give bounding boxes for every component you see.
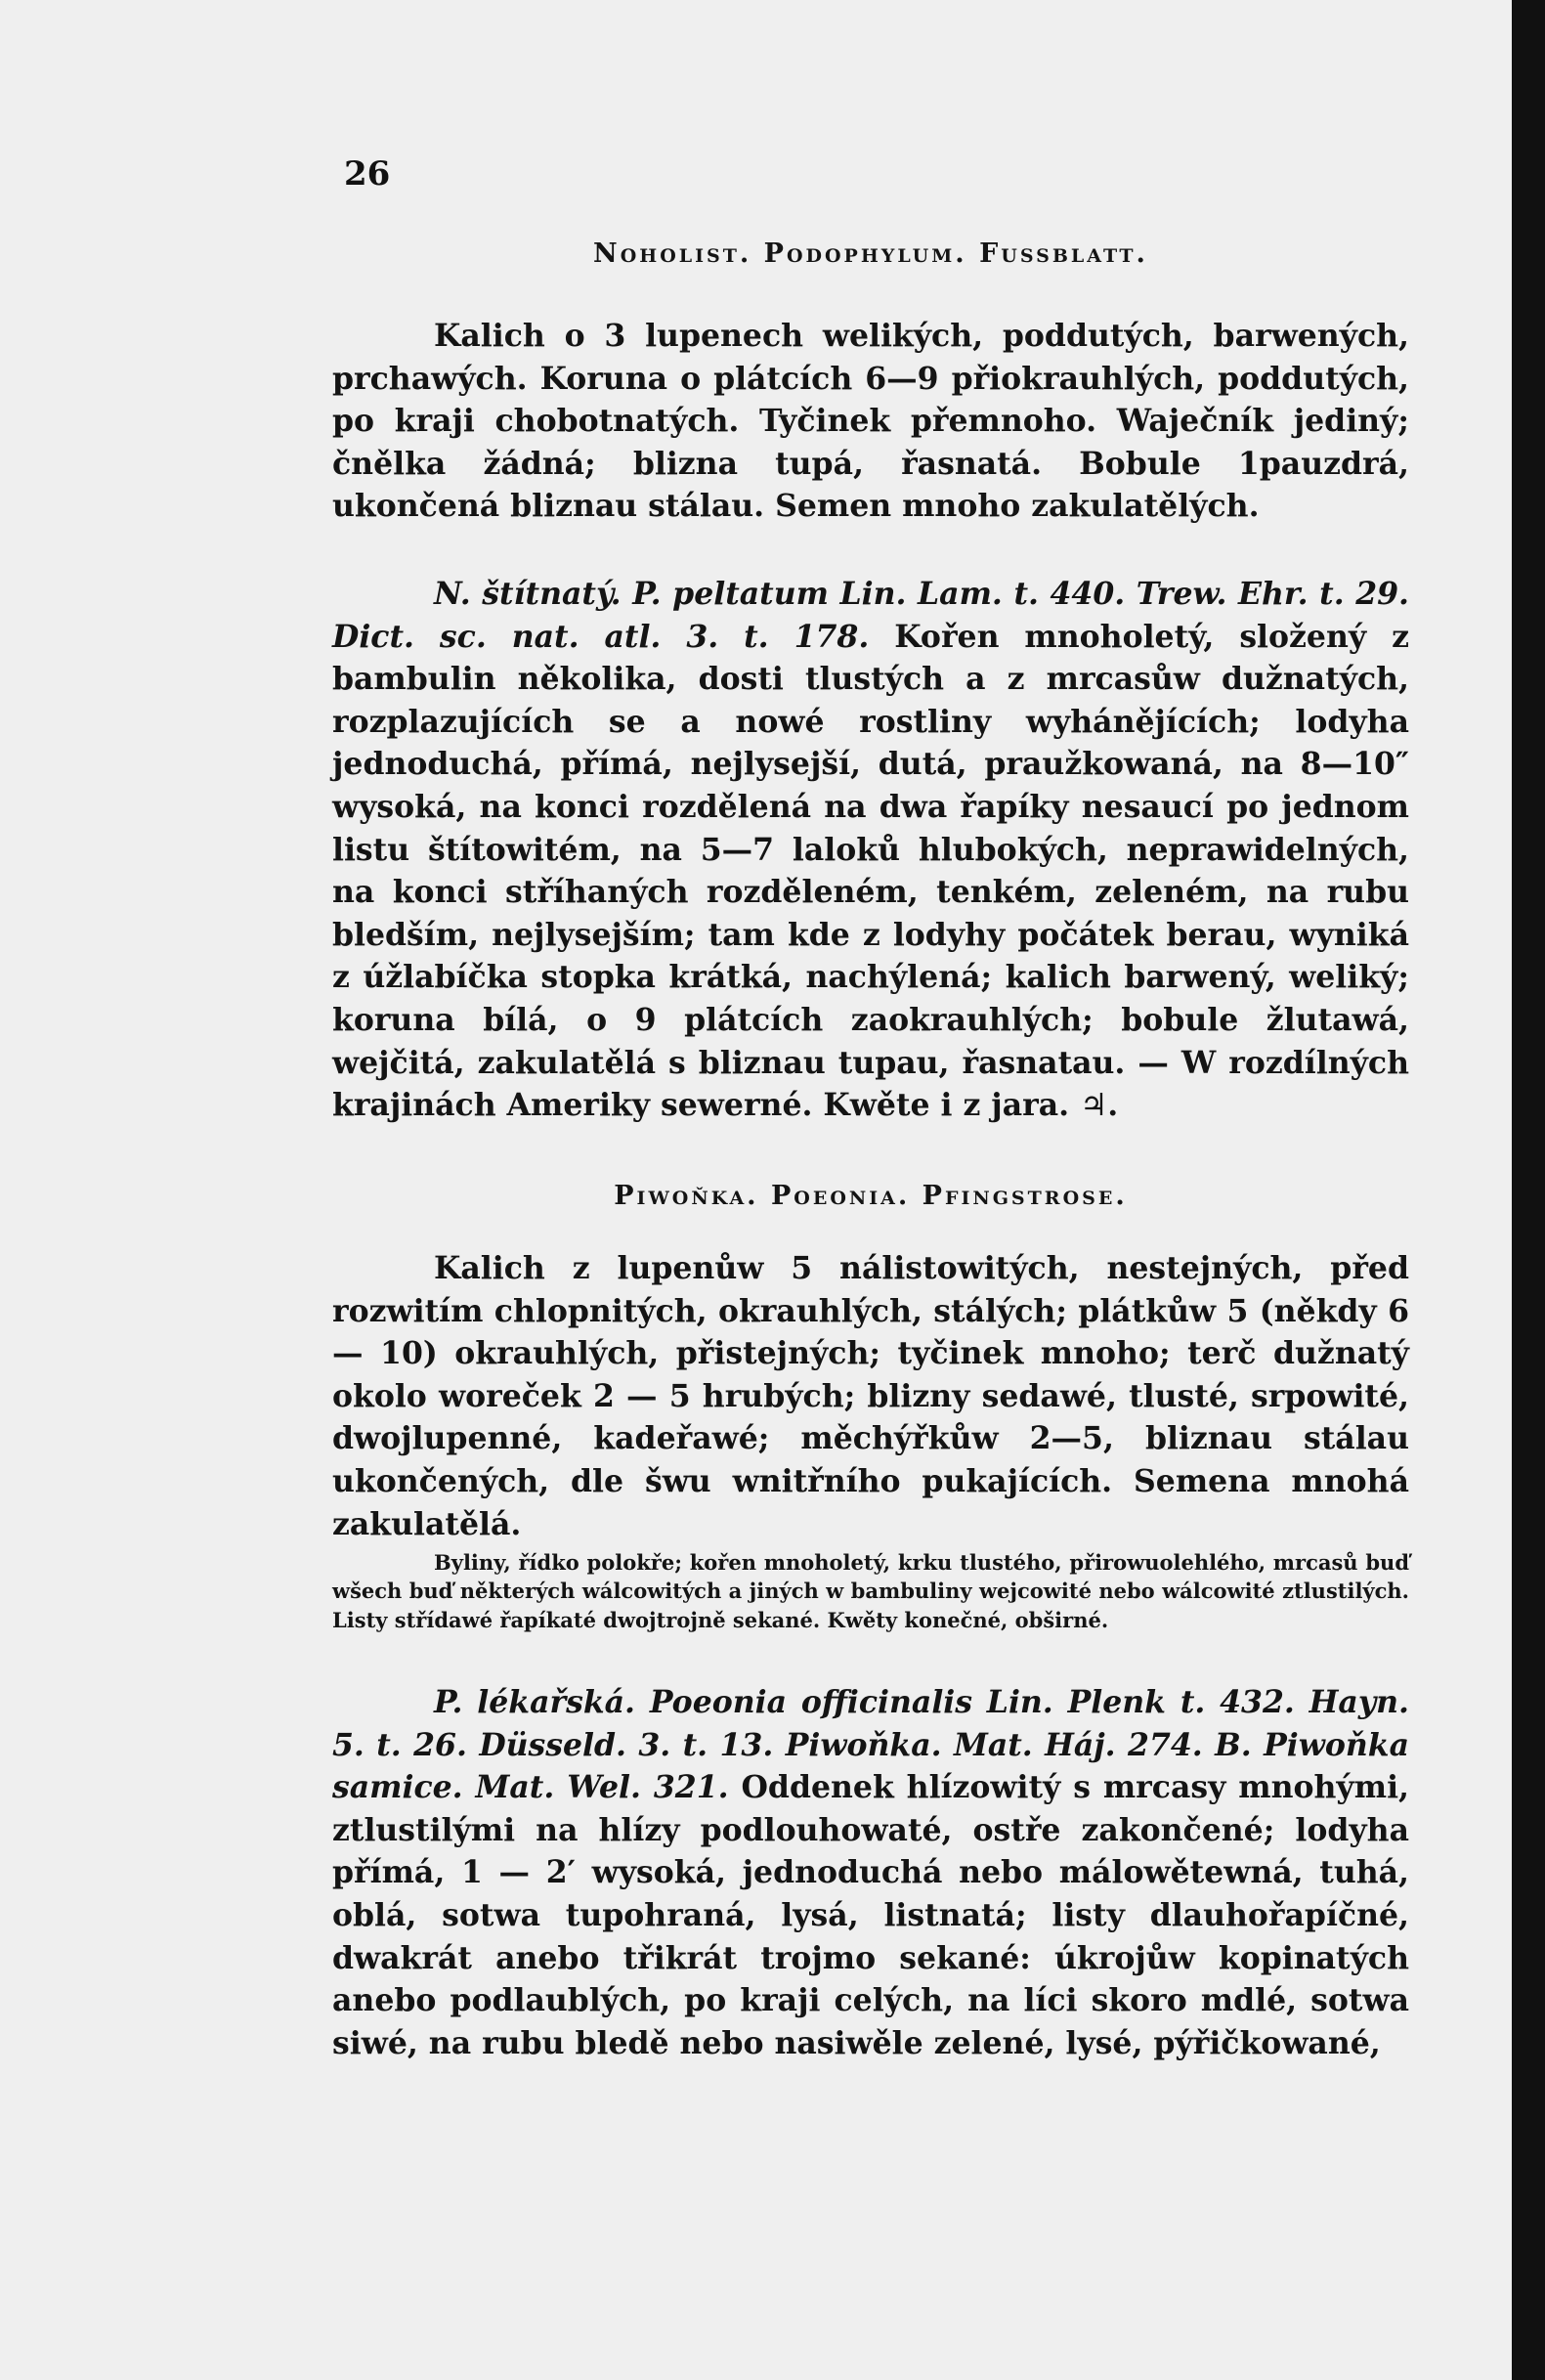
species-entry-officinalis <box>332 1681 1409 2064</box>
page-number: 26 <box>344 154 391 194</box>
genus-heading-poeonia: Piwoňka. Poeonia. Pfingstrose. <box>614 1181 1128 1211</box>
species-name: P. lékařská. <box>434 1684 636 1720</box>
genus-description-poeonia: Kalich z lupenůw 5 nálistowitých, nestejných, před rozwitím chlopnitých, okrauhlých, stálých; plátkůw 5 (někdy 6 — 10) okrauhlých, přistejných; tyčinek mnoho; terč dužnatý okolo woreček 2 — 5 hrubých; blizny sedawé, tlusté, srpowité, dwojlupenné, kadeřawé; měchýřkůw 2—5, bliznau stálau ukončených, dle šwu wnitřního pukajících. Semena mnohá zakulatělá. <box>332 1250 1409 1542</box>
species-synonyms: Poeonia officinalis Lin. Plenk t. 432. Hayn. 5. t. 26. Düsseld. 3. t. 13. Piwoňka. Mat. Háj. 274. B. Piwoňka samice. Mat. Wel. 321. <box>332 1684 1410 1806</box>
genus-note-poeonia: Byliny, řídko polokře; kořen mnoholetý, krku tlustého, přirowuolehlého, mrcasů buď wšech buď některých wálcowitých a jiných w bambuliny wejcowité nebo wálcowité ztlustilých. Listy střídawé řapíkaté dwojtrojně sekané. Kwěty konečné, obširné. <box>332 1550 1409 1632</box>
species-text: Oddenek hlízowitý s mrcasy mnohými, ztlustilými na hlízy podlouhowaté, ostře zakončené; lodyha přímá, 1 — 2′ wysoká, jednoduchá nebo málowětewná, tuhá, oblá, sotwa tupohraná, lysá, listnatá; listy dlauhořapíčné, dwakrát anebo třikrát trojmo sekané: úkrojůw kopinatých anebo podlaublých, po kraji celých, na líci skoro mdlé, sotwa siwé, na rubu bledě nebo nasiwěle zelené, lysé, pýřičkowané, <box>332 1769 1409 2061</box>
species-synonyms: P. peltatum Lin. Lam. t. 440. Trew. Ehr. t. 29. Dict. sc. nat. atl. 3. t. 178. <box>332 576 1410 655</box>
species-entry-peltatum <box>332 573 1409 1127</box>
species-text: Kořen mnoholetý, složený z bambulin několika, dosti tlustých a z mrcasůw dužnatých, rozplazujících se a nowé rostliny wyhánějících; lodyha jednoduchá, přímá, nejlysejší, dutá, praužkowaná, na 8—10″ wysoká, na konci rozdělená na dwa řapíky nesaucí po jednom listu štítowitém, na 5—7 laloků hlubokých, neprawidelných, na konci stříhaných rozděleném, tenkém, zeleném, na rubu bledším, nejlysejším; tam kde z lodyhy počátek berau, wyniká z úžlabíčka stopka krátká, nachýlená; kalich barwený, weliký; koruna bílá, o 9 plátcích zaokrauhlých; bobule žlutawá, wejčitá, zakulatělá s bliznau tupau, řasnatau. — W rozdílných krajinách Ameriky sewerné. Kwěte i z jara. <box>332 618 1409 1124</box>
species-name: N. štítnatý. <box>434 576 622 612</box>
genus-heading-podophylum: Noholist. Podophylum. Fussblatt. <box>593 238 1148 269</box>
page-spine-shadow <box>1512 0 1545 2380</box>
perennial-symbol: ♃. <box>1080 1087 1119 1124</box>
genus-description-podophylum: Kalich o 3 lupenech welikých, poddutých, barwených, prchawých. Koruna o plátcích 6—9 přiokrauhlých, poddutých, po kraji chobotnatých. Tyčinek přemnoho. Waječník jediný; čnělka žádná; blizna tupá, řasnatá. Bobule 1pauzdrá, ukončená bliznau stálau. Semen mnoho zakulatělých. <box>332 318 1409 525</box>
